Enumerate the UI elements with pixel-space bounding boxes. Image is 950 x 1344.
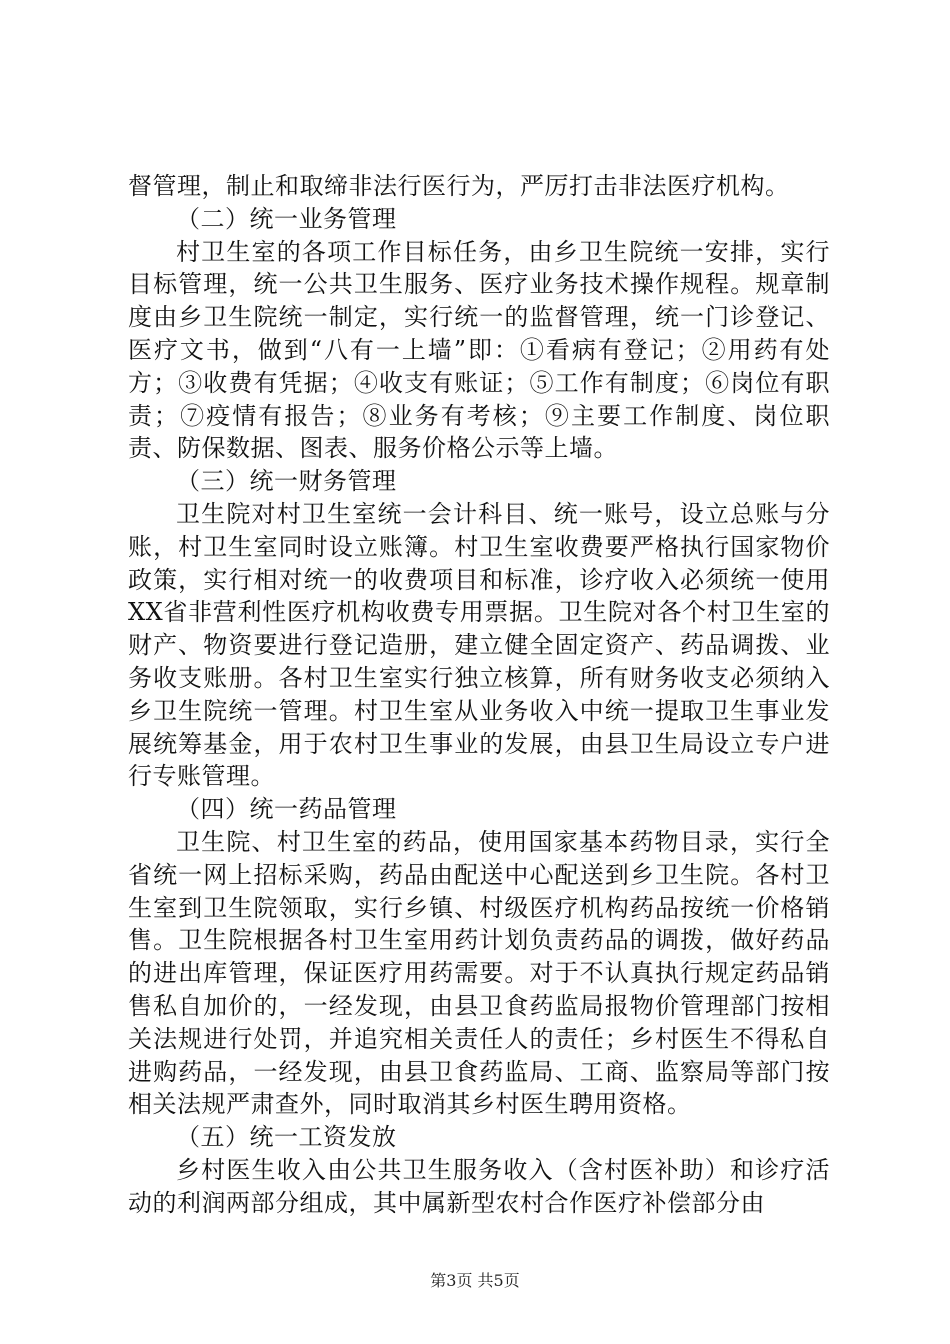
section-heading-salary: （五）统一工资发放 bbox=[176, 1123, 397, 1152]
section-body-business: 村卫生室的各项工作目标任务，由乡卫生院统一安排，实行目标管理，统一公共卫生服务、医疗业务技术操作规程。规章制度由乡卫生院统一制定，实行统一的监督管理，统一门诊登记、医疗文书，做到“八有一上墙”即：①看病有登记；②用药有处方；③收费有凭据；④收支有账证；⑤工作有制度；⑥岗位有职责；⑦疫情有报告；⑧业务有考核；⑨主要工作制度、岗位职责、防保数据、图表、服务价格公示等上墙。 bbox=[128, 237, 830, 463]
document-body bbox=[128, 170, 830, 1220]
page-number: 第3页 共5页 bbox=[430, 1271, 520, 1290]
section-body-finance: 卫生院对村卫生室统一会计科目、统一账号，设立总账与分账，村卫生室同时设立账簿。村卫生室收费要严格执行国家物价政策，实行相对统一的收费项目和标准，诊疗收入必须统一使用XX省非营利性医疗机构收费专用票据。卫生院对各个村卫生室的财产、物资要进行登记造册，建立健全固定资产、药品调拨、业务收支账册。各村卫生室实行独立核算，所有财务收支必须纳入乡卫生院统一管理。村卫生室从业务收入中统一提取卫生事业发展统筹基金，用于农村卫生事业的发展，由县卫生局设立专户进行专账管理。 bbox=[128, 499, 830, 791]
section-body-drugs: 卫生院、村卫生室的药品，使用国家基本药物目录，实行全省统一网上招标采购，药品由配送中心配送到乡卫生院。各村卫生室到卫生院领取，实行乡镇、村级医疗机构药品按统一价格销售。卫生院根据各村卫生室用药计划负责药品的调拨，做好药品的进出库管理，保证医疗用药需要。对于不认真执行规定药品销售私自加价的，一经发现，由县卫食药监局报物价管理部门按相关法规进行处罚，并追究相关责任人的责任；乡村医生不得私自进购药品，一经发现，由县卫食药监局、工商、监察局等部门按相关法规严肃查外，同时取消其乡村医生聘用资格。 bbox=[128, 827, 830, 1119]
section-heading-drugs: （四）统一药品管理 bbox=[176, 795, 397, 824]
section-heading-finance: （三）统一财务管理 bbox=[176, 467, 397, 496]
continuation-paragraph: 督管理，制止和取缔非法行医行为，严厉打击非法医疗机构。 bbox=[128, 172, 790, 200]
section-heading-business: （二）统一业务管理 bbox=[176, 204, 397, 233]
page-footer bbox=[0, 1268, 950, 1291]
section-body-salary: 乡村医生收入由公共卫生服务收入（含村医补助）和诊疗活动的利润两部分组成，其中属新型农村合作医疗补偿部分由 bbox=[128, 1155, 830, 1217]
